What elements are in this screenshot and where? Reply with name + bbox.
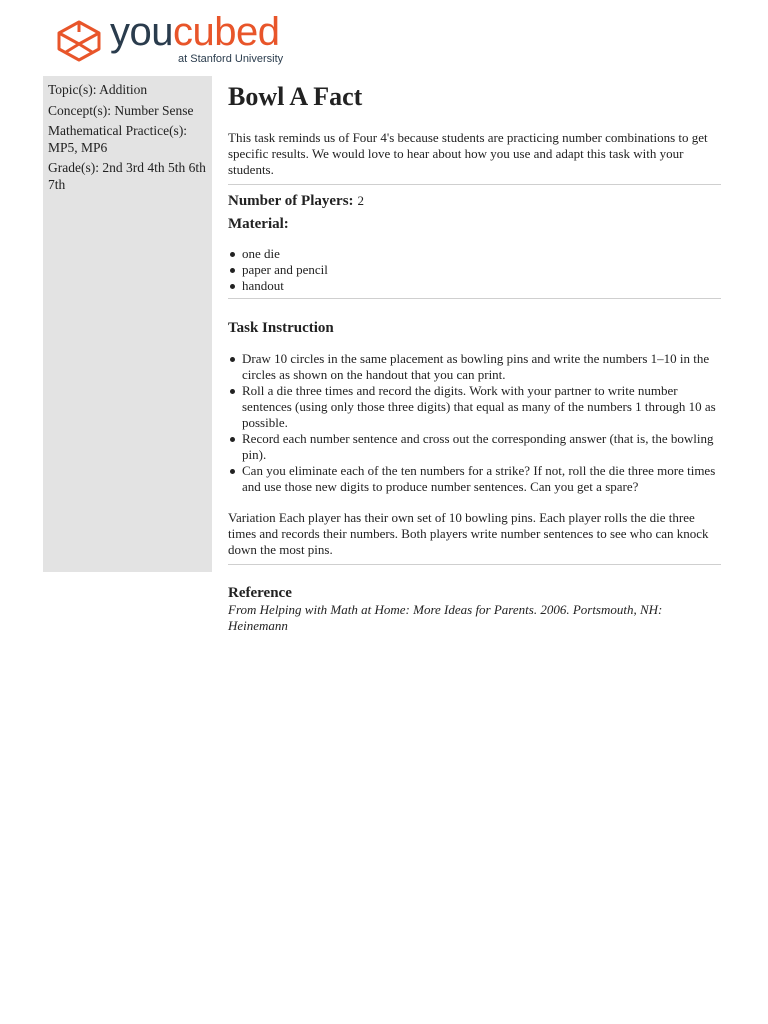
- list-item: paper and pencil: [228, 262, 721, 278]
- logo-word-cubed: cubed: [173, 10, 280, 54]
- reference-heading: Reference: [228, 585, 292, 601]
- instruction-list: [228, 351, 721, 495]
- meta-grades: Grade(s): 2nd 3rd 4th 5th 6th 7th: [48, 160, 206, 192]
- divider: [228, 184, 721, 185]
- players-value: 2: [357, 193, 365, 208]
- material-list: [228, 246, 721, 294]
- meta-practices: Mathematical Practice(s): MP5, MP6: [48, 123, 188, 155]
- players-label: Number of Players:: [228, 193, 354, 209]
- list-item: Draw 10 circles in the same placement as bowling pins and write the numbers 1–10 in the circles as shown on the handout that you can print.: [228, 351, 721, 383]
- page-title: Bowl A Fact: [228, 82, 363, 111]
- logo-wordmark: [110, 8, 279, 56]
- divider: [228, 564, 721, 565]
- list-item: Roll a die three times and record the digits. Work with your partner to write number sentences (using only those three digits) that equal as many of the numbers 1 through 10 as possible.: [228, 383, 721, 431]
- logo-word-you: you: [110, 10, 173, 54]
- divider: [228, 298, 721, 299]
- task-content: [228, 76, 721, 634]
- list-item: handout: [228, 278, 721, 294]
- material-heading: Material:: [228, 216, 289, 232]
- reference-text: From Helping with Math at Home: More Ideas for Parents. 2006. Portsmouth, NH: Heinemann: [228, 602, 663, 633]
- youcubed-logo[interactable]: [54, 10, 314, 70]
- task-metadata-sidebar: [43, 76, 212, 572]
- logo-subtitle: at Stanford University: [178, 53, 284, 65]
- task-intro: This task reminds us of Four 4's because students are practicing number combinations to get specific results. We would love to hear about how you use and adapt this task with your students.: [228, 130, 708, 177]
- meta-topics: Topic(s): Addition: [48, 82, 148, 97]
- youcubed-hexagon-icon: [54, 18, 104, 64]
- task-instruction-heading: Task Instruction: [228, 320, 334, 336]
- list-item: Can you eliminate each of the ten numbers for a strike? If not, roll the die three more times and use those new digits to produce number sentences. Can you get a spare?: [228, 463, 721, 495]
- list-item: one die: [228, 246, 721, 262]
- list-item: Record each number sentence and cross out the corresponding answer (that is, the bowling pin).: [228, 431, 721, 463]
- variation-text: Variation Each player has their own set of 10 bowling pins. Each player rolls the die three times and records their numbers. Both players write number sentences to see who can knock down the most pins.: [228, 510, 709, 557]
- players-row: [228, 192, 721, 210]
- meta-concepts: Concept(s): Number Sense: [48, 102, 194, 118]
